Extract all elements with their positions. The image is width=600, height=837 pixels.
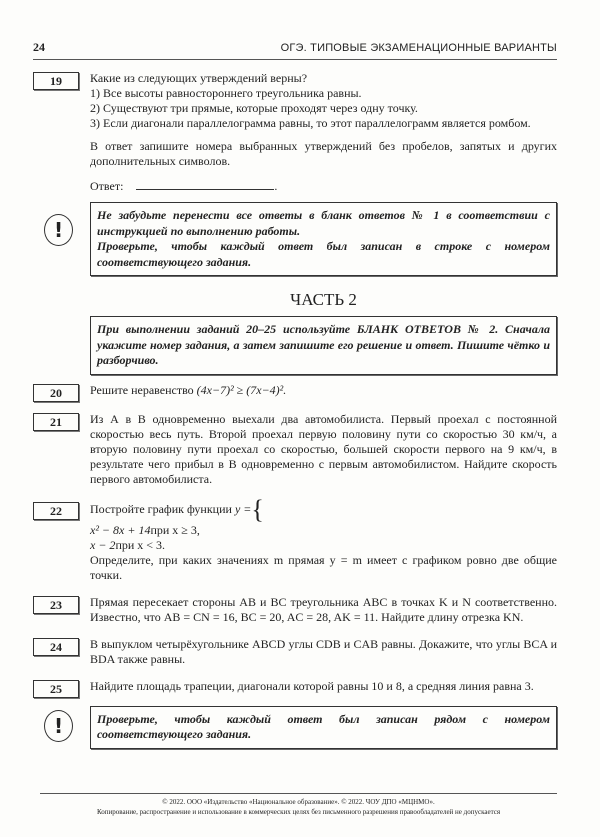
task-22-question: Определите, при каких значениях m прямая y = m имеет с графиком ровно две общие точки. — [90, 552, 557, 582]
footer-copyright: © 2022. ООО «Издательство «Национальное образование». © 2022. ЧОУ ДПО «МЦНМО». — [162, 797, 435, 806]
page-number: 24 — [33, 40, 45, 54]
case-1: x² − 8x + 14 — [90, 522, 151, 537]
part-2-instructions: При выполнении заданий 20–25 используйте БЛАНК ОТВЕТОВ № 2. Сначала укажите номер задания, а затем запишите его решение и ответ. Пишите чётко и разборчиво. — [90, 316, 557, 375]
notice-1-row — [33, 202, 557, 276]
task-22 — [90, 495, 557, 583]
condition-2: при x < 3. — [115, 537, 166, 552]
footer — [40, 793, 557, 817]
task-number-23: 23 — [33, 596, 79, 614]
part-2-row — [33, 316, 557, 375]
task-21: Из А в В одновременно выехали два автомобилиста. Первый проехал с постоянной скоростью весь путь. Второй проехал первую половину пути со скоростью 30 км/ч, а вторую половину пути проехал со скоростью, большей скорости первого на 9 км/ч, в результате чего прибыл в В одновременно с первым автомобилистом. Найдите скорость первого автомобилиста. — [90, 411, 557, 486]
task-20-formula: (4x−7)² ≥ (7x−4)². — [196, 382, 287, 397]
brace: { — [251, 494, 264, 524]
footer-notice: Копирование, распространение и использование в коммерческих целях без письменного разрешения правообладателей не допускается — [96, 807, 501, 816]
task-20-text: Решите неравенство — [90, 382, 194, 397]
task-number-19: 19 — [33, 72, 79, 90]
running-header-bar — [33, 40, 557, 60]
statement-3: 3) Если диагонали параллелограмма равны, то этот параллелограмм является ромбом. — [90, 116, 531, 130]
task-number-25: 25 — [33, 680, 79, 698]
task-23-row — [33, 595, 557, 625]
task-number-21: 21 — [33, 413, 79, 431]
task-19-row — [33, 71, 557, 194]
answer-field[interactable] — [136, 177, 274, 190]
notice-transfer-answers — [90, 202, 557, 276]
statement-2: 2) Существуют три прямые, которые проходят через одну точку. — [90, 101, 418, 115]
answer-row: Ответ: . — [90, 179, 278, 193]
case-2: x − 2 — [90, 537, 116, 552]
task-number-20: 20 — [33, 384, 79, 402]
task-19-instruction: В ответ запишите номера выбранных утверждений без пробелов, запятых и других дополнительных символов. — [90, 139, 557, 168]
exclamation-icon: ! — [44, 214, 73, 246]
statement-1: 1) Все высоты равностороннего треугольника равны. — [90, 86, 362, 100]
task-25-row — [33, 679, 557, 698]
condition-1: при x ≥ 3, — [150, 522, 200, 537]
answer-label: Ответ: — [90, 179, 124, 193]
function-y: y = — [234, 501, 252, 516]
task-20 — [90, 383, 557, 398]
running-header: ОГЭ. ТИПОВЫЕ ЭКЗАМЕНАЦИОННЫЕ ВАРИАНТЫ — [280, 42, 557, 54]
task-22-text: Постройте график функции — [90, 501, 232, 516]
task-22-row — [33, 495, 557, 583]
task-24-row — [33, 637, 557, 667]
task-23: Прямая пересекает стороны AB и BC треугольника ABC в точках K и N соответственно. Известно, что AB = CN = 16, BC = 20, AC = 28, AK = 11. Найдите длину отрезка KN. — [90, 594, 557, 624]
task-25: Найдите площадь трапеции, диагонали которой равны 10 и 8, а средняя линия равна 3. — [90, 678, 534, 693]
notice-line-2: Проверьте, чтобы каждый ответ был записан в строке с номером соответствующего задания. — [97, 239, 550, 269]
task-24: В выпуклом четырёхугольнике ABCD углы CDB и CAB равны. Докажите, что углы BCA и BDA также равны. — [90, 636, 557, 666]
task-19-question: Какие из следующих утверждений верны? — [90, 71, 308, 85]
part-2-title: ЧАСТЬ 2 — [290, 290, 357, 309]
exclamation-icon: ! — [44, 710, 73, 742]
task-20-row — [33, 383, 557, 402]
task-19 — [90, 71, 557, 194]
task-number-24: 24 — [33, 638, 79, 656]
notice-2-row — [33, 706, 557, 749]
notice-check-answers: Проверьте, чтобы каждый ответ был записан рядом с номером соответствующего задания. — [90, 706, 557, 749]
notice-line-1: Не забудьте перенести все ответы в бланк ответов № 1 в соответствии с инструкцией по выполнению работы. — [97, 208, 550, 238]
task-21-row — [33, 412, 557, 487]
task-number-22: 22 — [33, 502, 79, 520]
